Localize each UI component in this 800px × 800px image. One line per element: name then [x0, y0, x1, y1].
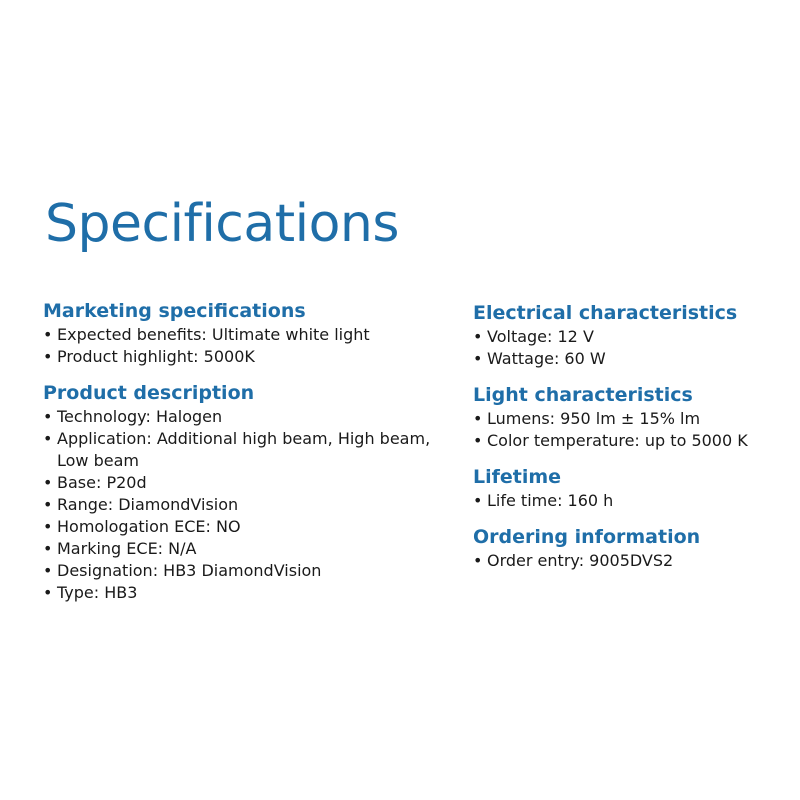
spec-list [473, 408, 793, 452]
section-marketing-specifications [43, 298, 468, 368]
spec-item: • Application: Additional high beam, High beam, Low beam [43, 428, 462, 472]
spec-list [473, 490, 793, 512]
spec-list [473, 326, 793, 370]
spec-item: • Product highlight: 5000K [43, 346, 462, 368]
spec-item: • Voltage: 12 V [473, 326, 793, 348]
section-electrical-characteristics [473, 300, 793, 370]
section-ordering-information [473, 524, 793, 572]
spec-item: • Expected benefits: Ultimate white light [43, 324, 462, 346]
spec-list [473, 550, 793, 572]
spec-item: • Homologation ECE: NO [43, 516, 462, 538]
spec-list [43, 406, 468, 604]
spec-item: • Order entry: 9005DVS2 [473, 550, 793, 572]
spec-item: • Range: DiamondVision [43, 494, 462, 516]
right-spec-column [473, 300, 793, 584]
spec-item: • Color temperature: up to 5000 K [473, 430, 793, 452]
spec-item: • Marking ECE: N/A [43, 538, 462, 560]
spec-item: • Designation: HB3 DiamondVision [43, 560, 462, 582]
section-heading: Electrical characteristics [473, 302, 738, 324]
spec-item: • Technology: Halogen [43, 406, 462, 428]
section-heading: Light characteristics [473, 384, 693, 406]
spec-item: • Life time: 160 h [473, 490, 793, 512]
spec-item: • Wattage: 60 W [473, 348, 793, 370]
section-product-description [43, 380, 468, 604]
section-lifetime [473, 464, 793, 512]
spec-item: • Type: HB3 [43, 582, 462, 604]
page-title: Specifications [45, 194, 399, 254]
section-heading: Ordering information [473, 526, 701, 548]
spec-item: • Lumens: 950 lm ± 15% lm [473, 408, 793, 430]
section-heading: Marketing specifications [43, 300, 306, 322]
spec-item: • Base: P20d [43, 472, 462, 494]
section-heading: Product description [43, 382, 255, 404]
left-spec-column [43, 298, 468, 616]
section-heading: Lifetime [473, 466, 562, 488]
section-light-characteristics [473, 382, 793, 452]
spec-list [43, 324, 468, 368]
